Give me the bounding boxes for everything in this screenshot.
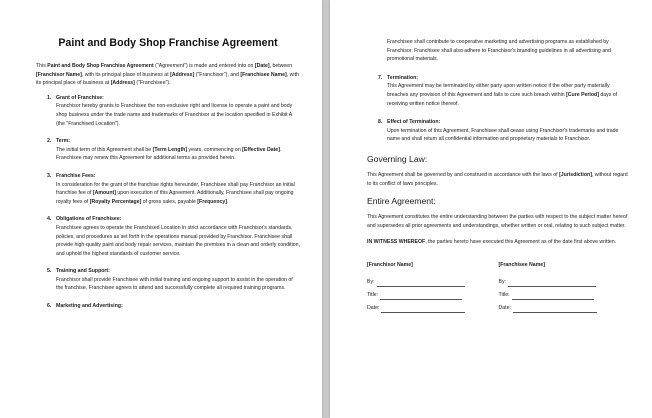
section-item xyxy=(367,74,630,108)
entire-agreement-heading: Entire Agreement: xyxy=(367,196,436,207)
section-title: Franchise Fees: xyxy=(56,172,96,179)
placeholder-field: IN WITNESS WHEREOF xyxy=(367,239,426,246)
sections-list-page2 xyxy=(367,74,630,144)
placeholder-field: [Address] xyxy=(110,80,135,87)
section-number: 1. xyxy=(47,94,52,101)
signature-block xyxy=(367,261,630,313)
signature-date-row: Date: xyxy=(367,300,499,313)
section-number: 7. xyxy=(378,74,383,81)
placeholder-field: [Effective Date] xyxy=(242,146,280,153)
title-line[interactable] xyxy=(380,293,462,300)
signature-date-row: Date: xyxy=(499,300,631,313)
placeholder-field: [Address] xyxy=(170,71,195,78)
section-title: Term: xyxy=(56,138,71,145)
section-item xyxy=(36,267,300,293)
placeholder-field: [Franchisee Name] xyxy=(240,71,287,78)
date-line[interactable] xyxy=(513,306,597,313)
document-page-1 xyxy=(0,0,322,418)
entire-agreement-text: This Agreement constitutes the entire understanding between the parties with respect to the subject matter hereof and supersedes all prior agreements and understandings, whether written or oral, relating to such subject matter. xyxy=(367,214,628,229)
section-item xyxy=(36,94,300,128)
section-body: Franchisee agrees to operate the Franchised Location in strict accordance with Franchisor's standards, policies, and procedures as set forth in the operations manual provided by Franchisor. Franchisee shall provide high-quality paint and body repair services, maintain the premises in a clean and orderly condition, and uphold the highest standards of customer service. xyxy=(56,224,300,257)
section-number: 5. xyxy=(47,268,52,275)
signature-franchisor xyxy=(367,261,499,313)
section-title: Marketing and Advertising: xyxy=(56,303,123,310)
section-item xyxy=(36,302,300,311)
section-body: In consideration for the grant of the franchise rights hereunder, Franchisee shall pay Franchisor an initial franchise fee of [Amount] upon execution of this Agreement. Additionally, Franchisee shall pay ongoing royalty fees of [Royalty Percentage] of gross sales, payable [Frequency]. xyxy=(56,181,295,205)
signature-title-row: Title: xyxy=(499,287,631,300)
section-number: 6. xyxy=(47,303,52,310)
governing-law-text: This Agreement shall be governed by and construed in accordance with the laws of [Jurisdiction], without regard to its conflict of laws principles. xyxy=(367,171,628,187)
section-item xyxy=(36,215,300,258)
placeholder-field: Paint and Body Shop Franchise Agreement xyxy=(47,63,154,69)
signature-by-row: By: xyxy=(367,274,499,287)
section-body: This Agreement may be terminated by either party upon written notice if the other party materially breaches any provision of this Agreement and fails to cure such breach within [Cure Period] days of receiving written notice thereof. xyxy=(387,83,618,107)
signature-party-name: [Franchisee Name] xyxy=(498,261,545,268)
section-title: Obligations of Franchisee: xyxy=(56,216,122,223)
section-body: Upon termination of this Agreement, Franchisee shall cease using Franchisor's trademarks and trade name and shall return all confidential information and proprietary materials to Franchisor. xyxy=(387,127,619,143)
sections-list-page1 xyxy=(36,94,300,311)
intro-paragraph: This Paint and Body Shop Franchise Agreement ("Agreement") is made and entered into on [Date], between [Franchisor Name], with its principal place of business at [Address] ("Franchisor"), and [Franchisee Name], with its principal place of business at [Address] ("Franchisee"). xyxy=(36,63,299,87)
placeholder-field: [Date] xyxy=(254,63,270,69)
document-page-2 xyxy=(330,0,652,418)
placeholder-field: [Jurisdiction] xyxy=(559,171,592,178)
title-line[interactable] xyxy=(512,293,594,300)
signature-by-row: By: xyxy=(499,274,631,287)
date-line[interactable] xyxy=(381,306,465,313)
section-title: Training and Support: xyxy=(56,268,110,275)
placeholder-field: [Frequency] xyxy=(197,198,227,205)
section-item xyxy=(36,172,300,206)
placeholder-field: [Franchisor Name] xyxy=(36,71,82,78)
signature-franchisee xyxy=(499,261,631,313)
section-title: Effect of Termination: xyxy=(387,119,441,126)
section-body: Franchisor shall provide Franchisee with initial training and ongoing support to assist in the operation of the franchise. Franchisee agrees to attend and successfully complete all required training programs. xyxy=(56,276,293,292)
section-title: Termination: xyxy=(387,74,419,81)
placeholder-field: [Amount] xyxy=(92,190,116,197)
section-number: 2. xyxy=(47,138,52,145)
document-title: Paint and Body Shop Franchise Agreement xyxy=(58,37,278,49)
section-title: Grant of Franchise: xyxy=(56,94,104,101)
signature-title-row: Title: xyxy=(367,287,499,300)
marketing-continued-text: Franchisee shall contribute to cooperative marketing and advertising programs as established by Franchisor. Franchisee shall also adhere to Franchisor's branding guidelines in all advertising and promotional materials. xyxy=(387,39,611,63)
witness-statement: IN WITNESS WHEREOF, the parties hereto have executed this Agreement as of the date first above written. xyxy=(367,239,617,246)
section-body: Franchisor hereby grants to Franchisee the non-exclusive right and license to operate a paint and body shop business under the trade name and trademarks of Franchisor at the location specified in Exhibit A (the "Franchised Location"). xyxy=(56,103,293,127)
section-number: 4. xyxy=(47,216,52,223)
section-number: 8. xyxy=(378,119,383,126)
signature-line[interactable] xyxy=(508,280,596,287)
section-body: The initial term of this Agreement shall be [Term Length] years, commencing on [Effective Date]. Franchisee may renew this Agreement for additional terms as provided herein. xyxy=(56,146,282,162)
placeholder-field: [Royalty Percentage] xyxy=(89,198,142,205)
governing-law-heading: Governing Law: xyxy=(367,153,428,164)
placeholder-field: [Cure Period] xyxy=(566,91,599,98)
section-item xyxy=(36,137,300,163)
section-number: 3. xyxy=(47,172,52,179)
placeholder-field: [Term Length] xyxy=(152,146,188,153)
signature-party-name: [Franchisor Name] xyxy=(367,261,413,268)
signature-line[interactable] xyxy=(377,280,465,287)
section-item xyxy=(367,118,630,144)
